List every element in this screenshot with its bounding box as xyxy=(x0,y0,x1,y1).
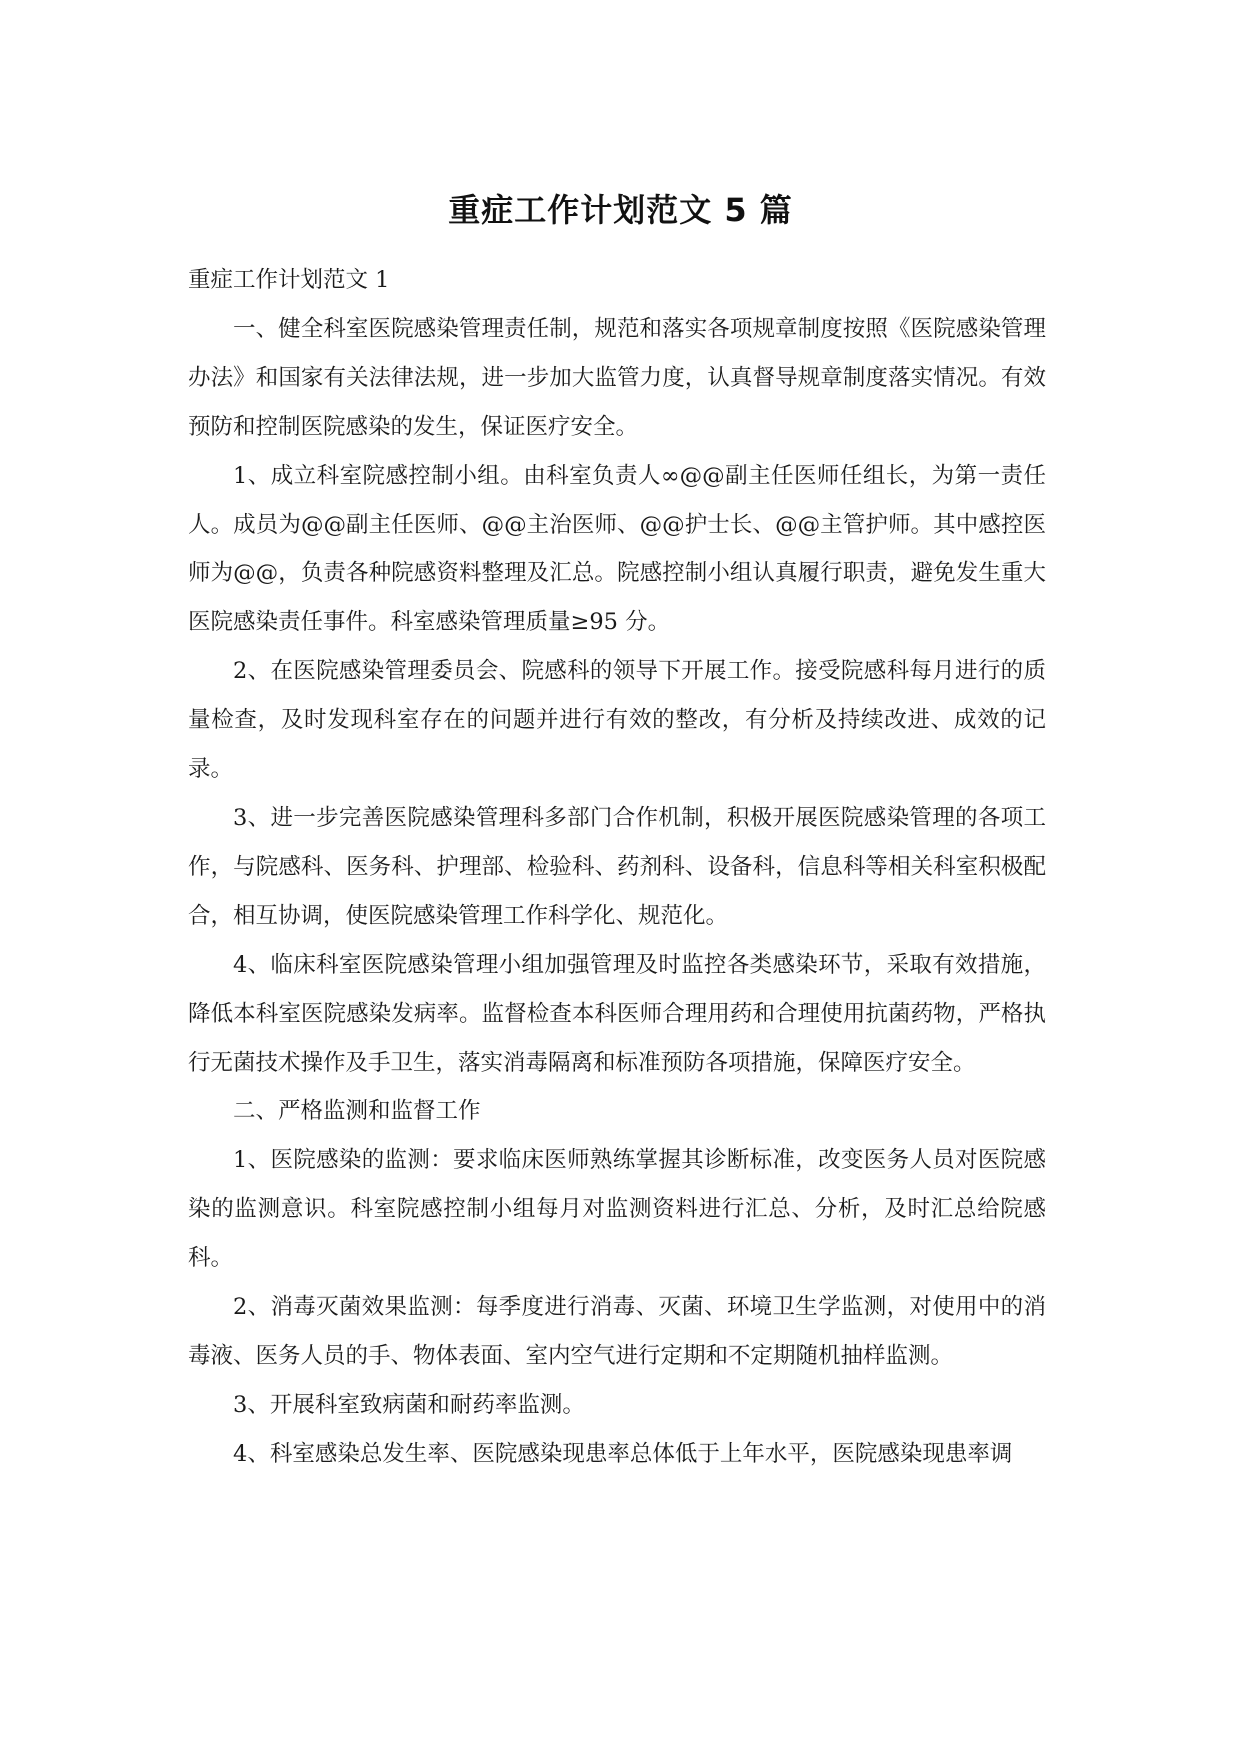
section-subtitle: 重症工作计划范文 1 xyxy=(188,267,390,293)
paragraph: 2、消毒灭菌效果监测：每季度进行消毒、灭菌、环境卫生学监测，对使用中的消毒液、医务人员的手、物体表面、室内空气进行定期和不定期随机抽样监测。 xyxy=(188,1294,1046,1369)
paragraph: 3、开展科室致病菌和耐药率监测。 xyxy=(233,1391,585,1418)
paragraph: 1、成立科室院感控制小组。由科室负责人∞@@副主任医师任组长，为第一责任人。成员为@@副主任医师、@@主治医师、@@护士长、@@主管护师。其中感控医师为@@，负责各种院感资料整理及汇总。院感控制小组认真履行职责，避免发生重大医院感染责任事件。科室感染管理质量≥95 分。 xyxy=(188,462,1046,636)
document-body xyxy=(188,256,1046,1479)
paragraph: 一、健全科室医院感染管理责任制，规范和落实各项规章制度按照《医院感染管理办法》和国家有关法律法规，进一步加大监管力度，认真督导规章制度落实情况。有效预防和控制医院感染的发生，保证医疗安全。 xyxy=(188,315,1046,440)
paragraph: 4、临床科室医院感染管理小组加强管理及时监控各类感染环节，采取有效措施，降低本科室医院感染发病率。监督检查本科医师合理用药和合理使用抗菌药物，严格执行无菌技术操作及手卫生，落实消毒隔离和标准预防各项措施，保障医疗安全。 xyxy=(188,951,1046,1076)
paragraph: 2、在医院感染管理委员会、院感科的领导下开展工作。接受院感科每月进行的质量检查，及时发现科室存在的问题并进行有效的整改，有分析及持续改进、成效的记录。 xyxy=(188,658,1046,783)
paragraph: 3、进一步完善医院感染管理科多部门合作机制，积极开展医院感染管理的各项工作，与院感科、医务科、护理部、检验科、药剂科、设备科，信息科等相关科室积极配合，相互协调，使医院感染管理工作科学化、规范化。 xyxy=(188,804,1046,929)
section-heading: 二、严格监测和监督工作 xyxy=(233,1098,481,1125)
document-title: 重症工作计划范文 5 篇 xyxy=(448,191,793,229)
paragraph: 4、科室感染总发生率、医院感染现患率总体低于上年水平，医院感染现患率调 xyxy=(233,1440,1013,1467)
paragraph: 1、医院感染的监测：要求临床医师熟练掌握其诊断标准，改变医务人员对医院感染的监测意识。科室院感控制小组每月对监测资料进行汇总、分析，及时汇总给院感科。 xyxy=(188,1147,1046,1272)
